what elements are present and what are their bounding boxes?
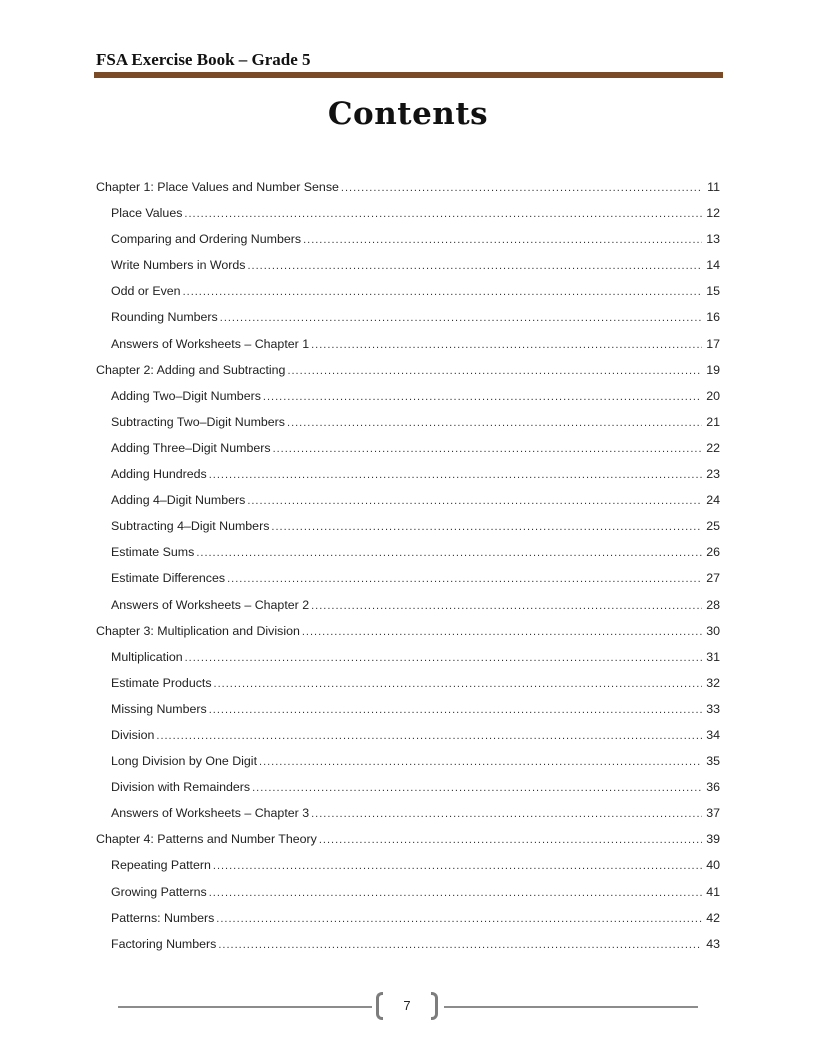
dot-leader bbox=[319, 827, 702, 853]
toc-section-entry[interactable] bbox=[96, 696, 720, 722]
toc-entry-page-number: 12 bbox=[706, 206, 720, 221]
toc-entry-title: Answers of Worksheets – Chapter 3 bbox=[111, 806, 310, 821]
toc-entry-page-number: 31 bbox=[706, 649, 720, 664]
toc-entry-page-number: 13 bbox=[706, 232, 720, 247]
toc-entry-title: Long Division by One Digit bbox=[111, 754, 258, 769]
dot-leader bbox=[302, 619, 702, 645]
toc-entry-page-number: 25 bbox=[706, 519, 720, 534]
toc-section-entry[interactable] bbox=[96, 800, 720, 826]
dot-leader bbox=[220, 305, 702, 331]
toc-section-entry[interactable] bbox=[96, 383, 720, 409]
toc-entry-title: Adding 4–Digit Numbers bbox=[111, 493, 246, 508]
toc-entry-page-number: 14 bbox=[706, 258, 720, 273]
toc-chapter-entry[interactable] bbox=[96, 826, 720, 852]
toc-entry-title: Estimate Products bbox=[111, 675, 212, 690]
toc-entry-page-number: 30 bbox=[706, 623, 720, 638]
toc-entry-title: Odd or Even bbox=[111, 284, 181, 299]
toc-section-entry[interactable] bbox=[96, 565, 720, 591]
toc-section-entry[interactable] bbox=[96, 461, 720, 487]
toc-entry-page-number: 24 bbox=[706, 493, 720, 508]
book-title: FSA Exercise Book – Grade 5 bbox=[96, 50, 311, 69]
right-bracket-ornament bbox=[431, 992, 438, 1020]
dot-leader bbox=[311, 332, 702, 358]
toc-entry-title: Subtracting Two–Digit Numbers bbox=[111, 414, 286, 429]
toc-section-entry[interactable] bbox=[96, 879, 720, 905]
toc-entry-title: Subtracting 4–Digit Numbers bbox=[111, 519, 270, 534]
toc-entry-title: Chapter 3: Multiplication and Division bbox=[96, 623, 300, 638]
dot-leader bbox=[213, 853, 702, 879]
dot-leader bbox=[311, 801, 702, 827]
toc-section-entry[interactable] bbox=[96, 278, 720, 304]
toc-entry-page-number: 26 bbox=[706, 545, 720, 560]
toc-section-entry[interactable] bbox=[96, 931, 720, 957]
footer-rule-left bbox=[118, 1006, 372, 1008]
toc-entry-title: Adding Hundreds bbox=[111, 467, 207, 482]
toc-entry-page-number: 37 bbox=[706, 806, 720, 821]
toc-entry-page-number: 32 bbox=[706, 675, 720, 690]
toc-section-entry[interactable] bbox=[96, 252, 720, 278]
toc-section-entry[interactable] bbox=[96, 487, 720, 513]
header-rule bbox=[94, 72, 723, 78]
toc-entry-title: Chapter 2: Adding and Subtracting bbox=[96, 362, 286, 377]
toc-section-entry[interactable] bbox=[96, 905, 720, 931]
toc-entry-title: Missing Numbers bbox=[111, 701, 207, 716]
dot-leader bbox=[287, 358, 702, 384]
dot-leader bbox=[214, 671, 702, 697]
toc-entry-title: Multiplication bbox=[111, 649, 183, 664]
toc-entry-page-number: 36 bbox=[706, 780, 720, 795]
toc-entry-page-number: 11 bbox=[707, 180, 720, 194]
toc-entry-page-number: 20 bbox=[706, 388, 720, 403]
dot-leader bbox=[273, 436, 702, 462]
dot-leader bbox=[184, 201, 702, 227]
toc-entry-page-number: 27 bbox=[706, 571, 720, 586]
toc-entry-page-number: 16 bbox=[706, 310, 720, 325]
toc-section-entry[interactable] bbox=[96, 670, 720, 696]
toc-entry-title: Division with Remainders bbox=[111, 780, 251, 795]
dot-leader bbox=[252, 775, 702, 801]
dot-leader bbox=[341, 175, 702, 201]
dot-leader bbox=[248, 253, 703, 279]
dot-leader bbox=[247, 488, 702, 514]
dot-leader bbox=[259, 749, 702, 775]
toc-entry-page-number: 21 bbox=[706, 414, 720, 429]
toc-section-entry[interactable] bbox=[96, 774, 720, 800]
toc-entry-page-number: 33 bbox=[706, 701, 720, 716]
toc-section-entry[interactable] bbox=[96, 435, 720, 461]
toc-section-entry[interactable] bbox=[96, 304, 720, 330]
dot-leader bbox=[196, 540, 702, 566]
toc-entry-page-number: 42 bbox=[706, 910, 720, 925]
toc-entry-page-number: 28 bbox=[706, 597, 720, 612]
toc-entry-title: Patterns: Numbers bbox=[111, 910, 215, 925]
dot-leader bbox=[218, 932, 702, 958]
toc-entry-page-number: 35 bbox=[706, 754, 720, 769]
toc-entry-title: Place Values bbox=[111, 206, 183, 221]
toc-entry-title: Growing Patterns bbox=[111, 884, 207, 899]
toc-chapter-entry[interactable] bbox=[96, 174, 720, 200]
toc-entry-page-number: 39 bbox=[706, 832, 720, 847]
toc-entry-page-number: 19 bbox=[706, 362, 720, 377]
dot-leader bbox=[263, 384, 702, 410]
toc-section-entry[interactable] bbox=[96, 748, 720, 774]
toc-entry-title: Chapter 4: Patterns and Number Theory bbox=[96, 832, 317, 847]
dot-leader bbox=[185, 645, 702, 671]
page-title: Contents bbox=[327, 96, 489, 132]
dot-leader bbox=[311, 593, 702, 619]
toc-entry-page-number: 22 bbox=[706, 440, 720, 455]
toc-section-entry[interactable] bbox=[96, 200, 720, 226]
toc-section-entry[interactable] bbox=[96, 226, 720, 252]
toc-entry-page-number: 34 bbox=[706, 727, 720, 742]
toc-section-entry[interactable] bbox=[96, 513, 720, 539]
toc-entry-title: Adding Two–Digit Numbers bbox=[111, 388, 261, 403]
toc-chapter-entry[interactable] bbox=[96, 357, 720, 383]
toc-entry-page-number: 43 bbox=[706, 936, 720, 951]
table-of-contents bbox=[96, 174, 720, 957]
toc-entry-page-number: 40 bbox=[706, 858, 720, 873]
toc-entry-title: Comparing and Ordering Numbers bbox=[111, 232, 302, 247]
toc-entry-title: Adding Three–Digit Numbers bbox=[111, 440, 271, 455]
dot-leader bbox=[209, 880, 702, 906]
toc-entry-title: Rounding Numbers bbox=[111, 310, 218, 325]
toc-entry-title: Estimate Differences bbox=[111, 571, 226, 586]
page-number: 7 bbox=[403, 998, 411, 1013]
toc-section-entry[interactable] bbox=[96, 852, 720, 878]
dot-leader bbox=[209, 462, 702, 488]
dot-leader bbox=[216, 906, 702, 932]
toc-entry-page-number: 17 bbox=[706, 336, 720, 351]
toc-entry-page-number: 15 bbox=[706, 284, 720, 299]
toc-entry-title: Answers of Worksheets – Chapter 1 bbox=[111, 336, 310, 351]
toc-entry-title: Factoring Numbers bbox=[111, 936, 217, 951]
dot-leader bbox=[287, 410, 702, 436]
dot-leader bbox=[271, 514, 702, 540]
dot-leader bbox=[209, 697, 702, 723]
dot-leader bbox=[303, 227, 702, 253]
dot-leader bbox=[156, 723, 702, 749]
toc-section-entry[interactable] bbox=[96, 409, 720, 435]
toc-entry-title: Chapter 1: Place Values and Number Sense bbox=[96, 180, 339, 194]
toc-entry-title: Repeating Pattern bbox=[111, 858, 211, 873]
dot-leader bbox=[183, 279, 702, 305]
toc-section-entry[interactable] bbox=[96, 722, 720, 748]
toc-section-entry[interactable] bbox=[96, 539, 720, 565]
toc-entry-page-number: 23 bbox=[706, 467, 720, 482]
toc-entry-title: Division bbox=[111, 727, 155, 742]
toc-section-entry[interactable] bbox=[96, 331, 720, 357]
toc-entry-title: Answers of Worksheets – Chapter 2 bbox=[111, 597, 310, 612]
dot-leader bbox=[227, 566, 702, 592]
toc-chapter-entry[interactable] bbox=[96, 618, 720, 644]
toc-section-entry[interactable] bbox=[96, 644, 720, 670]
footer-rule-right bbox=[444, 1006, 698, 1008]
toc-entry-title: Estimate Sums bbox=[111, 545, 195, 560]
toc-entry-page-number: 41 bbox=[706, 884, 720, 899]
toc-entry-title: Write Numbers in Words bbox=[111, 258, 246, 273]
toc-section-entry[interactable] bbox=[96, 592, 720, 618]
